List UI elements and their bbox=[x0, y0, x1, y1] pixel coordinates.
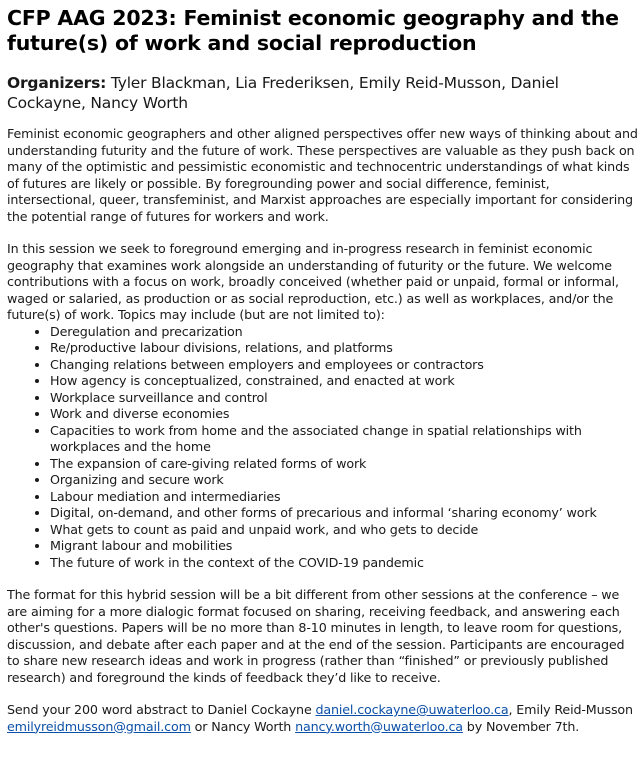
list-item: • Workplace surveillance and control bbox=[50, 390, 638, 407]
format-paragraph: The format for this hybrid session will be a bit different from other sessions at the conference – we are aiming for a more dialogic format focused on sharing, receiving feedback, and answering each other's questions. Papers will be no more than 8-10 minutes in length, to leave room for questions, discussion, and debate after each paper and at the end of the session. Participants are encouraged to share new research ideas and work in progress (rather than “finished” or previously published research) and foreground the kinds of feedback they’d like to receive. bbox=[7, 587, 625, 685]
submission-text-1: Send your 200 word abstract to Daniel Cockayne bbox=[7, 702, 316, 717]
list-item: • Re/productive labour divisions, relations, and platforms bbox=[50, 340, 638, 357]
list-item: • Changing relations between employers and employees or contractors bbox=[50, 357, 638, 374]
submission-text-3: or Nancy Worth bbox=[190, 718, 296, 734]
topics-list bbox=[7, 324, 638, 572]
list-item: • Work and diverse economies bbox=[50, 406, 638, 423]
organizers-line bbox=[7, 73, 638, 113]
submission-text-2: , Emily Reid-Musson bbox=[508, 702, 633, 717]
list-item: • The expansion of care-giving related forms of work bbox=[50, 456, 638, 473]
list-item: • How agency is conceptualized, constrained, and enacted at work bbox=[50, 373, 638, 390]
submission-paragraph bbox=[7, 702, 638, 735]
list-item: • Deregulation and precarization bbox=[50, 324, 638, 341]
list-item: • Labour mediation and intermediaries bbox=[50, 489, 638, 506]
page-title: CFP AAG 2023: Feminist economic geography and the future(s) of work and social reproduction bbox=[7, 6, 619, 55]
organizers-names: Tyler Blackman, Lia Frederiksen, Emily Reid-Musson, Daniel Cockayne, Nancy Worth bbox=[7, 74, 559, 112]
list-item: • Organizing and secure work bbox=[50, 472, 638, 489]
list-item: • Digital, on-demand, and other forms of precarious and informal ‘sharing economy’ work bbox=[50, 505, 638, 522]
email-link-emily[interactable]: emilyreidmusson@gmail.com bbox=[7, 718, 191, 734]
list-item: • What gets to count as paid and unpaid work, and who gets to decide bbox=[50, 522, 638, 539]
list-item: • The future of work in the context of the COVID-19 pandemic bbox=[50, 555, 638, 572]
intro-paragraph: Feminist economic geographers and other aligned perspectives offer new ways of thinking about and understanding futurity and the future of work. These perspectives are valuable as they push back on many of the optimistic and pessimistic economistic and technocentric understandings of what kinds of futures are likely or possible. By foregrounding power and social difference, feminist, intersectional, queer, transfeminist, and Marxist approaches are especially important for considering the potential range of futures for workers and work. bbox=[7, 126, 638, 224]
list-item: • Migrant labour and mobilities bbox=[50, 538, 638, 555]
submission-deadline: by November 7th. bbox=[462, 718, 580, 734]
email-link-daniel[interactable]: daniel.cockayne@uwaterloo.ca bbox=[315, 702, 509, 717]
organizers-label: Organizers: bbox=[7, 74, 107, 92]
session-paragraph: In this session we seek to foreground emerging and in-progress research in feminist economic geography that examines work alongside an understanding of futurity or the future. We welcome contributions with a focus on work, broadly conceived (whether paid or unpaid, formal or informal, waged or salaried, as production or as social reproduction, etc.) as well as workplaces, and/or the future(s) of work. Topics may include (but are not limited to): bbox=[7, 241, 619, 322]
email-link-nancy[interactable]: nancy.worth@uwaterloo.ca bbox=[295, 718, 463, 734]
list-item: • Capacities to work from home and the associated change in spatial relationships with workplaces and the home bbox=[50, 423, 638, 456]
